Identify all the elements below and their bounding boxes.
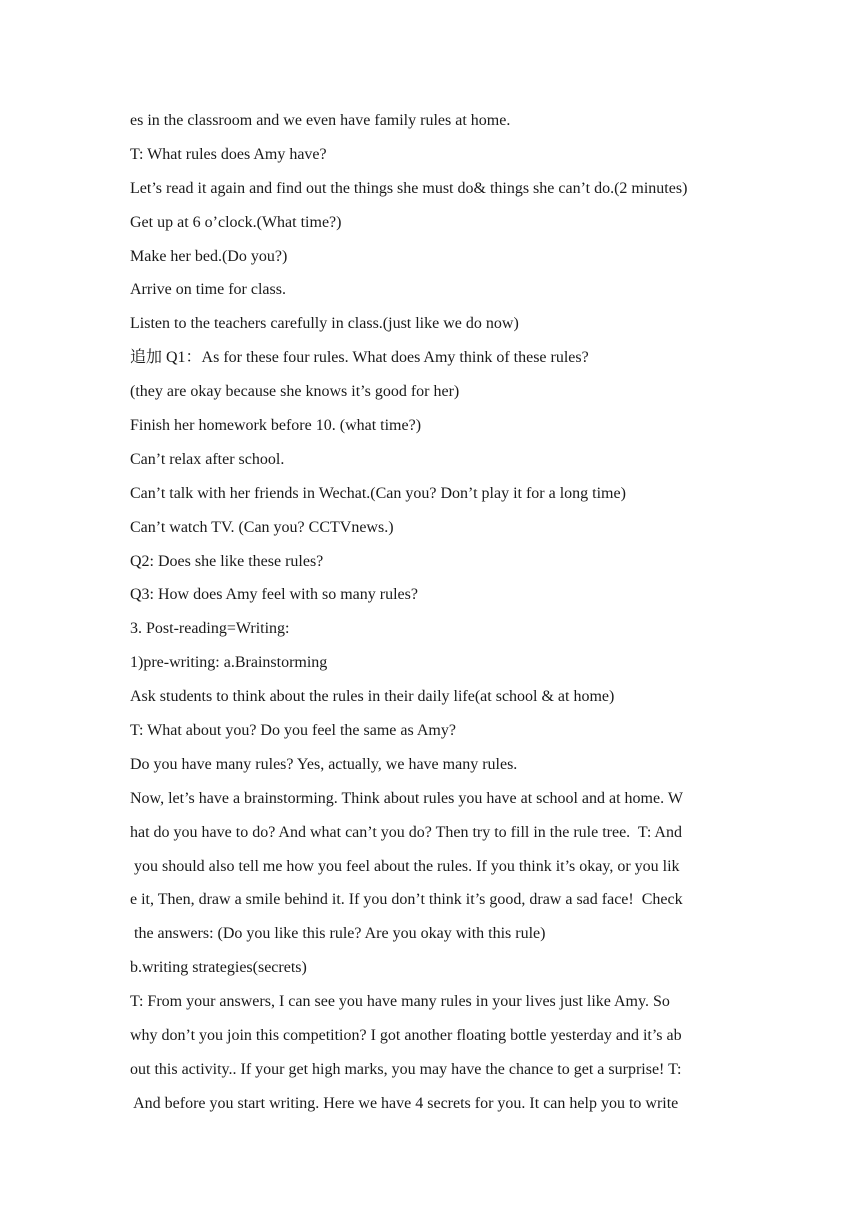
text-line: why don’t you join this competition? I got another floating bottle yesterday and it’s ab — [130, 1027, 682, 1045]
text-line: Arrive on time for class. — [130, 281, 286, 299]
text-line: T: From your answers, I can see you have many rules in your lives just like Amy. So — [130, 993, 670, 1011]
text-line: es in the classroom and we even have family rules at home. — [130, 112, 511, 129]
text-line: b.writing strategies(secrets) — [130, 959, 307, 977]
text-line: Finish her homework before 10. (what time?) — [130, 417, 422, 435]
text-line: 1)pre-writing: a.Brainstorming — [130, 654, 328, 672]
document-page — [130, 104, 740, 1121]
text-line: Can’t talk with her friends in Wechat.(Can you? Don’t play it for a long time) — [130, 484, 626, 502]
text-line: Can’t relax after school. — [130, 450, 285, 468]
text-line: (they are okay because she knows it’s good for her) — [130, 383, 460, 401]
text-line: Q2: Does she like these rules? — [130, 552, 324, 570]
text-line: Ask students to think about the rules in their daily life(at school & at home) — [130, 688, 615, 706]
text-line: Make her bed.(Do you?) — [130, 247, 288, 265]
text-line: 3. Post-reading=Writing: — [130, 620, 290, 638]
text-line: T: What about you? Do you feel the same as Amy? — [130, 722, 456, 740]
text-line: Let’s read it again and find out the things she must do& things she can’t do.(2 minutes) — [130, 179, 688, 197]
text-line: Do you have many rules? Yes, actually, we have many rules. — [130, 755, 518, 773]
text-line: Get up at 6 o’clock.(What time?) — [130, 213, 342, 231]
text-line: Can’t watch TV. (Can you? CCTVnews.) — [130, 518, 394, 536]
text-line: you should also tell me how you feel about the rules. If you think it’s okay, or you lik — [130, 857, 680, 875]
text-line: Q3: How does Amy feel with so many rules? — [130, 586, 418, 604]
text-line: hat do you have to do? And what can’t you do? Then try to fill in the rule tree. T: And — [130, 823, 682, 841]
text-line: 追加 Q1：As for these four rules. What does Amy think of these rules? — [130, 349, 589, 367]
text-line: And before you start writing. Here we have 4 secrets for you. It can help you to write — [130, 1094, 679, 1112]
text-line: Now, let’s have a brainstorming. Think about rules you have at school and at home. W — [130, 789, 683, 807]
text-line: T: What rules does Amy have? — [130, 145, 327, 163]
text-line: out this activity.. If your get high marks, you may have the chance to get a surprise! T: — [130, 1060, 682, 1078]
text-line: Listen to the teachers carefully in class.(just like we do now) — [130, 315, 519, 333]
text-line: e it, Then, draw a smile behind it. If you don’t think it’s good, draw a sad face! Check — [130, 891, 683, 909]
text-line: the answers: (Do you like this rule? Are you okay with this rule) — [130, 925, 546, 943]
